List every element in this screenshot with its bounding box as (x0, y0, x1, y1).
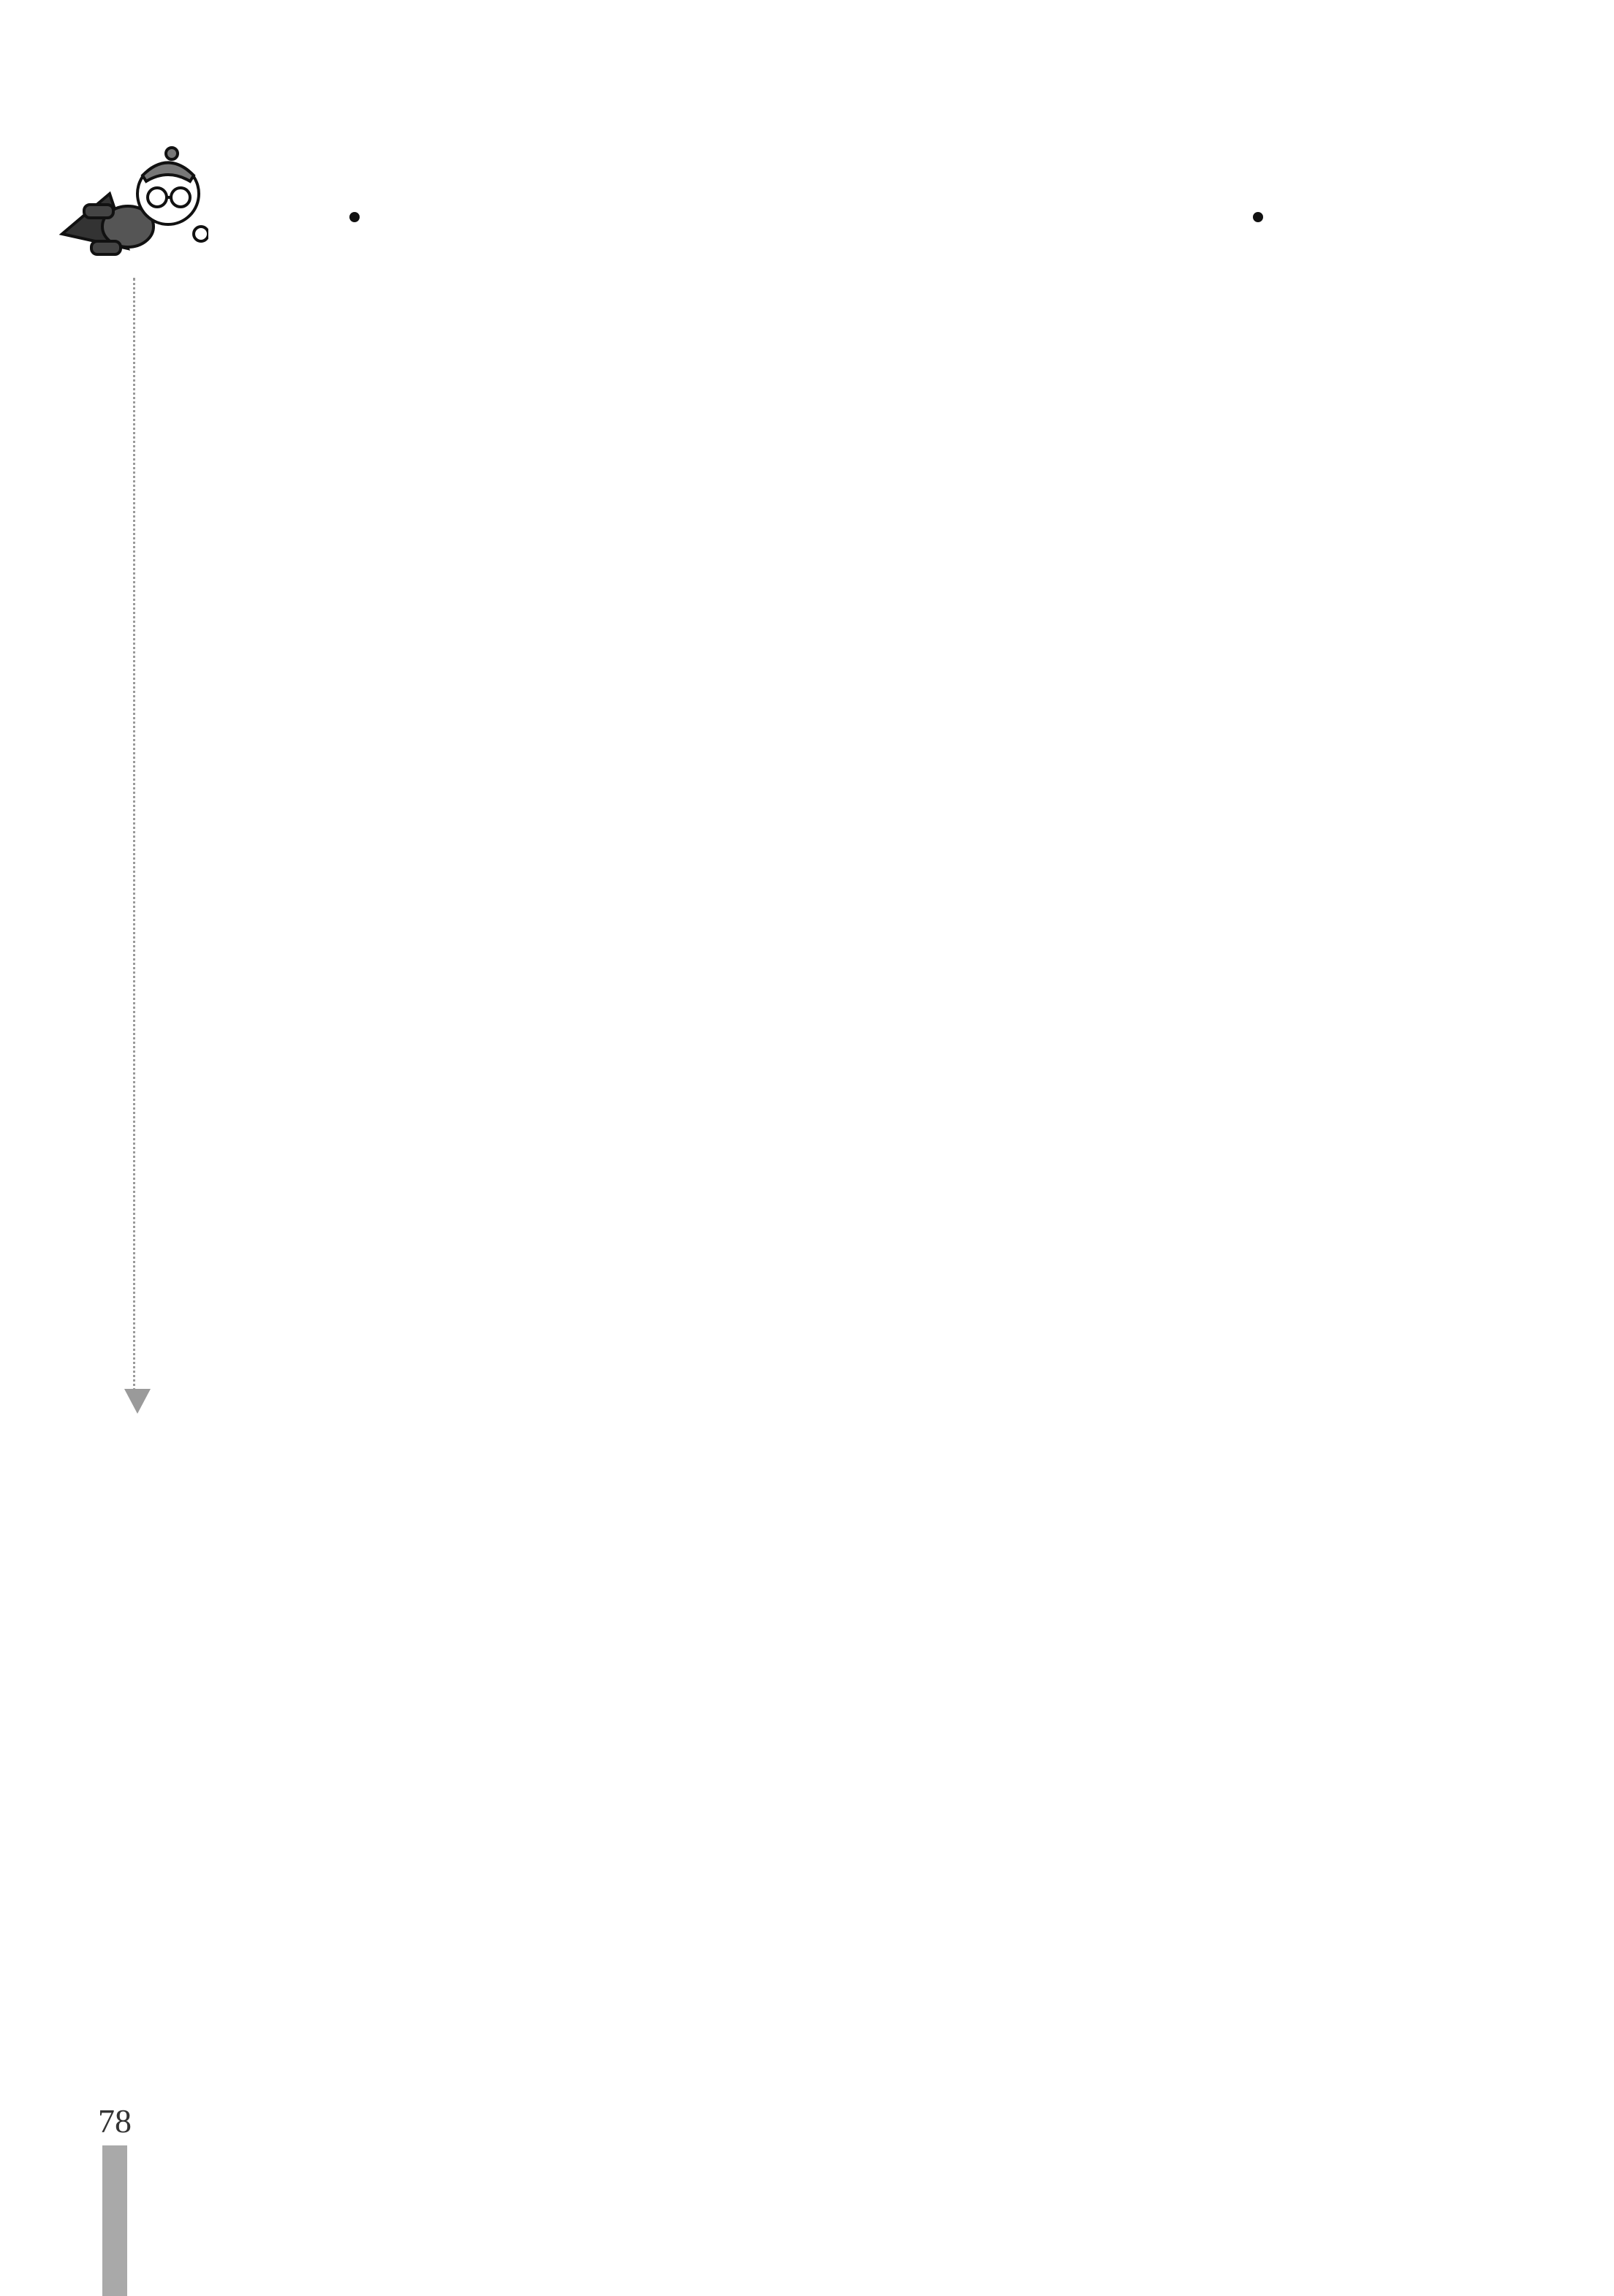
section-bullet (1253, 212, 1263, 222)
running-header (44, 175, 95, 1601)
page-number: 78 (98, 2102, 132, 2140)
header-arrow-icon (124, 1389, 151, 1414)
page-tab (102, 2145, 127, 2296)
section-bullet (349, 212, 360, 222)
header-divider (133, 278, 135, 1396)
